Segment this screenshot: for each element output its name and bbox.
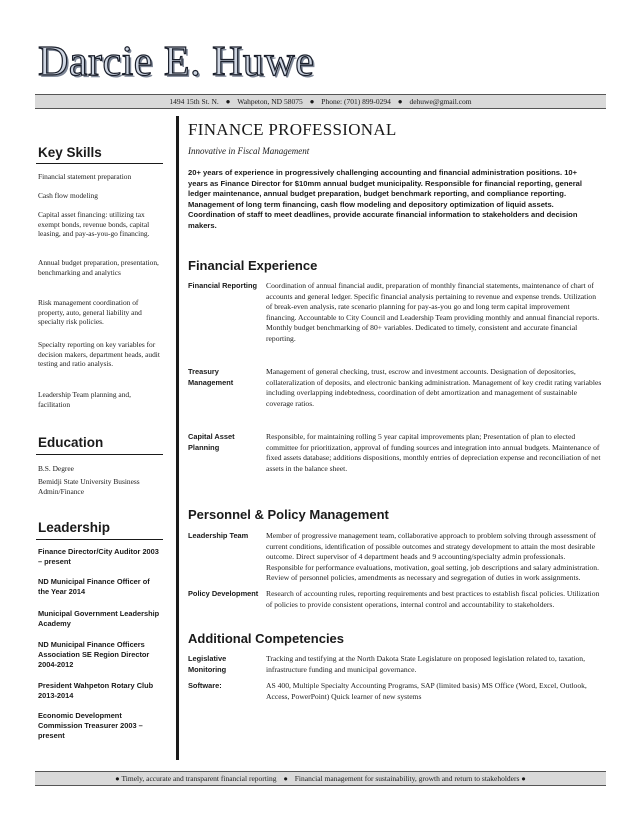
column-divider [176, 116, 179, 760]
leadership-rule [36, 539, 163, 540]
skill-item: Capital asset financing: utilizing tax exempt bonds, revenue bonds, capital leasing, and pay-as-you-go financing. [38, 210, 150, 239]
entry-text: Responsible, for maintaining rolling 5 year capital improvements plan; Presentation of plan to elected committee for prioritization, approval of funding sources and integration into annual budgets. Maintenance of fixed assets database; additions dispositions, monthly entries of depreciation expense and reconciliation of net assets in the balance sheet. [266, 432, 601, 473]
skill-item: Risk management coordination of property, auto, general liability and specialty risk policies. [38, 298, 142, 327]
contact-address: 1494 15th St. N. [169, 97, 219, 106]
entry-text: Tracking and testifying at the North Dakota State Legislature on proposed legislation related to, taxation, infrastructure funding and municipal governance. [266, 654, 586, 674]
contact-phone: Phone: (701) 899-0294 [321, 97, 391, 106]
leadership-item: ND Municipal Finance Officer of the Year 2014 [38, 577, 150, 597]
separator-dot-icon: ● [225, 97, 231, 106]
leadership-item: President Wahpeton Rotary Club 2013-2014 [38, 681, 154, 701]
skill-item: Specialty reporting on key variables for decision makers, department heads, audit testing and ratio analysis. [38, 340, 160, 369]
entry-label: Legislative Monitoring [188, 654, 227, 674]
entry-label: Policy Development [188, 589, 259, 598]
entry-label: Software: [188, 681, 222, 690]
leadership-item: ND Municipal Finance Officers Association SE Region Director 2004-2012 [38, 640, 150, 670]
key-skills-rule [36, 163, 163, 164]
entry-text: Research of accounting rules, reporting requirements and best practices to establish fiscal policies. Utilization of policies to provide consistent operations, internal control and accountability to stakeholders. [266, 589, 600, 609]
leadership-heading: Leadership [38, 520, 111, 535]
leadership-item: Finance Director/City Auditor 2003 – present [38, 547, 159, 567]
bullet-icon: ● [115, 774, 120, 783]
footer-bar [35, 771, 606, 786]
bullet-icon: ● [283, 774, 288, 783]
skill-item: Leadership Team planning and, facilitation [38, 390, 131, 409]
candidate-name: Darcie E. Huwe [38, 39, 315, 85]
education-degree: B.S. Degree [38, 464, 74, 473]
leadership-item: Municipal Government Leadership Academy [38, 609, 160, 629]
key-skills-heading: Key Skills [38, 145, 102, 160]
profile-subtitle: Innovative in Fiscal Management [188, 146, 310, 156]
education-school: Bemidji State University Business Admin/Finance [38, 477, 140, 496]
footer-item: Financial management for sustainability, growth and return to stakeholders [294, 774, 520, 783]
skill-item: Cash flow modeling [38, 191, 98, 200]
contact-bar [35, 94, 606, 109]
entry-text: Management of general checking, trust, escrow and investment accounts. Designation of depositories, collateralization of deposits, and electronic banking administration. Management of key credit rating variables including overlapping indebtedness, coordination of debt amortization and management of sustainable coverage ratios. [266, 367, 602, 408]
entry-label: Financial Reporting [188, 281, 257, 290]
financial-experience-heading: Financial Experience [188, 258, 318, 273]
skill-item: Annual budget preparation, presentation, benchmarking and analytics [38, 258, 159, 277]
additional-competencies-heading: Additional Competencies [188, 631, 345, 646]
entry-text: Member of progressive management team, collaborative approach to problem solving through assessment of current conditions, identification of possible outcomes and strategy development to attain the most desirable outcome. Direct supervisor of 4 department heads and 9 accounting/specialty admin professionals. Responsible for performance evaluations, motivation, goal setting, job descriptions and salary administration. Review of personnel policies, amendments as necessary and segregation of duties in work assignments. [266, 531, 599, 582]
entry-text: AS 400, Multiple Specialty Accounting Programs, SAP (limited basis) MS Office (Word, Excel, Outlook, Access, PowerPoint) Quick learner of new systems [266, 681, 587, 701]
contact-city: Wahpeton, ND 58075 [237, 97, 303, 106]
education-heading: Education [38, 435, 104, 450]
leadership-item: Economic Development Commission Treasurer 2003 – present [38, 711, 143, 741]
contact-email: dehuwe@gmail.com [409, 97, 472, 106]
footer-item: Timely, accurate and transparent financial reporting [121, 774, 277, 783]
profile-summary: 20+ years of experience in progressively challenging accounting and financial administration positions. 10+ years as Finance Director for $10mm annual budget municipality. Responsible for financial reporting, general ledger maintenance, annual budget preparation, budget benchmark reporting, and compliance reporting. Management of long term financing, cash flow modeling and depository optimization of liquid assets. Coordination of staff to meet deadlines, provide accurate financial information to stakeholders and decision makers. [188, 168, 582, 230]
bullet-icon: ● [521, 774, 526, 783]
skill-item: Financial statement preparation [38, 172, 132, 181]
separator-dot-icon: ● [309, 97, 315, 106]
separator-dot-icon: ● [397, 97, 403, 106]
personnel-policy-heading: Personnel & Policy Management [188, 507, 389, 522]
entry-label: Treasury Management [188, 367, 234, 387]
entry-text: Coordination of annual financial audit, preparation of monthly financial statements, maintenance of chart of accounts and general ledger. Specific financial analysis pertaining to revenue and expense trends. Utilization of break-even analysis, rate scenario planning for pay-as-you go and long term capital improvement financing. Accountable to City Council and Leadership Team providing monthly and annual financial reports. Monthly budget benchmarking of 80+ variables. Dedicated to timely, consistent and accurate financial reporting. [266, 281, 600, 343]
entry-label: Leadership Team [188, 531, 249, 540]
education-rule [36, 454, 163, 455]
entry-label: Capital Asset Planning [188, 432, 235, 452]
profile-title: FINANCE PROFESSIONAL [188, 120, 397, 139]
